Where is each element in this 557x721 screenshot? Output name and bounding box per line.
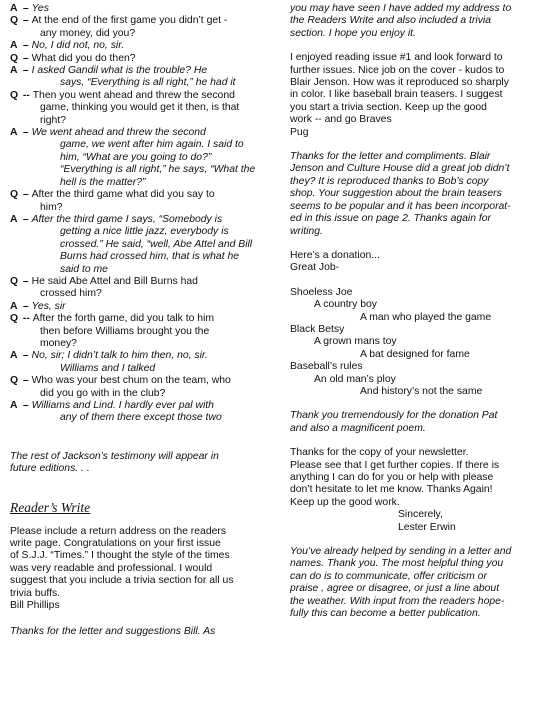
transcript-line [26,412,278,424]
reply-line: fully this can become a better publication. [290,608,481,620]
transcript-line [26,264,278,276]
editor-reply-pug [290,151,552,238]
reply-line: names. Thank you. The most helpful thing you [290,558,504,570]
answer-entry [10,127,278,189]
transcript-line [26,288,278,300]
speaker-letter: A [10,213,18,225]
separator-dash: – [20,275,32,287]
letter-line: don’t hesitate to let me know. Thanks Again! [290,484,493,496]
transcript-text: He said Abe Attel and Bill Burns had [31,275,198,287]
transcript-line [26,28,278,40]
donation-line: Here’s a donation... [290,249,380,261]
transcript-line [26,251,278,263]
transcript-line [20,40,278,52]
question-entry [10,90,278,127]
transcript-text: I asked Gandil what is the trouble? He [31,65,208,77]
transcript-text: then before Williams brought you the [40,325,210,337]
continuation-note [10,451,278,476]
transcript-line [26,177,278,189]
speaker-letter: Q [10,89,19,101]
transcript-text: any of them there except those two [60,412,222,424]
transcript-line [26,326,278,338]
transcript-line [20,375,278,387]
answer-entry [10,301,278,313]
transcript-text: him? [40,201,63,213]
transcript-text: At the end of the first game you didn’t get - [31,15,228,27]
transcript-text: Yes, sir [31,300,66,312]
transcript-text: Who was your best chum on the team, who [31,375,231,387]
transcript-line [26,338,278,350]
transcript-text: No, sir; I didn’t talk to him then, no, sir. [31,350,208,362]
transcript-text: him, “What are you going to do?” [60,151,212,163]
letter-line: Blair Jenson. How was it reproduced so sharply [290,77,509,89]
reply-line: the Readers Write and also included a trivia [290,15,491,27]
speaker-letter: A [10,3,18,14]
reply-line: Thanks for the letter and suggestions Bill. As [10,626,216,638]
transcript-line [26,239,278,251]
question-entry [10,375,278,400]
poem-line: A man who played the game [360,311,492,323]
speaker-letter: A [10,350,18,362]
answer-entry [10,214,278,276]
readers-write-heading: Reader’s Write [10,499,91,515]
question-entry [10,53,278,65]
donation-intro [290,250,552,275]
speaker-letter: A [10,300,18,312]
transcript-text: After the third game I says, “Somebody is [31,213,223,225]
transcript-text: What did you do then? [31,52,136,64]
transcript-line [26,77,278,89]
transcript-text: Yes [31,3,49,14]
transcript-line [20,313,278,325]
question-entry [10,15,278,40]
transcript-line [26,164,278,176]
transcript-text: game, we went after him again. I said to [60,139,244,151]
transcript-line [26,102,278,114]
reply-line: seems to be popular and it has been incorporat- [290,200,511,212]
separator-dash: – [20,52,32,64]
letter-line: I enjoyed reading issue #1 and look forward to [290,52,503,64]
poem-line: And history’s not the same [360,385,483,397]
poem-line: An old man’s ploy [314,373,396,385]
transcript-text: game, thinking you would get it then, is that [40,102,240,114]
reply-line: you may have seen I have added my address to [290,3,512,14]
transcript-line [20,3,278,15]
transcript-text: money? [40,337,77,349]
transcript-line [26,363,278,375]
poem-line: A country boy [314,299,377,311]
reply-line: Thank you tremendously for the donation Pat [290,410,498,422]
reply-line: they? It is reproduced thanks to Bob’s copy [290,175,489,187]
letter-line: Bill Phillips [10,600,60,612]
separator-dash: -- [20,89,33,101]
question-entry [10,276,278,301]
transcript-line [20,350,278,362]
signature-line: Lester Erwin [398,521,456,533]
question-entry [10,189,278,214]
question-entry [10,313,278,350]
transcript-line [26,139,278,151]
transcript-text: says, “Everything is all right,” he had it [60,77,236,89]
editor-reply-lester [290,546,552,620]
separator-dash: – [20,350,32,362]
editor-reply-bill [10,626,278,638]
reply-line: ed in this issue on page 2. Thanks again for [290,213,492,225]
transcript-text: After the forth game, did you talk to him [32,313,215,325]
transcript-line [20,213,278,226]
separator-dash: – [20,213,32,225]
reply-line: shop. Your suggestion about the brain teasers [290,188,502,200]
separator-dash: -- [20,313,33,325]
transcript-line [26,115,278,127]
transcript-line [26,152,278,164]
signature-line: Sincerely, [398,509,443,521]
transcript-line [20,275,278,288]
separator-dash: – [20,375,32,387]
note-line: future editions. . . [10,463,90,475]
reply-line: and also a magnificent poem. [290,422,426,434]
letter-bill-phillips [10,526,278,613]
transcript-text: Williams and Lind. I hardly ever pal with [31,400,214,411]
transcript-line [20,400,278,412]
letter-line: you start a trivia section. Keep up the good [290,101,487,113]
transcript-line [20,65,278,77]
speaker-letter: Q [10,52,19,64]
separator-dash: – [20,300,32,312]
poem-line: A grown mans toy [314,336,397,348]
reply-line: writing. [290,225,323,237]
reply-line: section. I hope you enjoy it. [290,27,416,39]
transcript-line [26,388,278,400]
poem-line: Black Betsy [290,323,345,335]
poem-line: Shoeless Joe [290,286,353,298]
signature-lester-erwin [290,509,552,534]
right-column [290,3,552,620]
speaker-letter: Q [10,15,19,27]
transcript-line [26,226,278,238]
letter-line: Keep up the good work. [290,496,400,508]
letter-line: was very readable and professional. I would [10,562,213,574]
poem [290,287,552,399]
answer-entry [10,40,278,52]
separator-dash: – [20,189,32,201]
transcript-line [20,189,278,201]
speaker-letter: Q [10,275,19,287]
separator-dash: – [20,15,32,27]
separator-dash: – [20,40,32,52]
poem-line: Baseball’s rules [290,361,363,373]
letter-line: trivia buffs. [10,587,61,599]
editor-reply-pat [290,410,552,435]
transcript-text: hell is the matter?” [60,176,146,188]
letter-lester-erwin [290,447,552,509]
note-line: The rest of Jackson’s testimony will appear in [10,450,219,462]
transcript-text: Williams and I talked [60,362,156,374]
letter-line: write page. Congratulations on your first issue [10,538,221,550]
transcript-text: No, I did not, no, sir. [31,40,125,52]
transcript-text: Then you went ahead and threw the second [32,89,235,101]
donation-line: Great Job- [290,262,340,274]
letter-line: in color. I like baseball brain teasers. I suggest [290,89,503,101]
reply-line: Thanks for the letter and compliments. Blair [290,151,491,163]
answer-entry [10,350,278,375]
letter-pug [290,52,552,139]
speaker-letter: Q [10,375,19,387]
letter-line: Please see that I get further copies. If there is [290,459,500,471]
separator-dash: – [20,127,32,139]
transcript-text: We went ahead and threw the second [31,127,206,139]
transcript-line [20,89,278,102]
answer-entry [10,3,278,15]
transcript-text: Burns had crossed him, that is what he [60,251,240,263]
answer-entry [10,65,278,90]
left-column [10,3,278,639]
reply-line: praise , agree or disagree, or just a line about [290,583,500,595]
reply-line: can do is to communicate, offer criticism or [290,570,487,582]
transcript-text: crossed him? [40,288,102,300]
letter-line: Please include a return address on the readers [10,525,227,537]
transcript-line [20,15,278,27]
transcript-text: right? [40,114,66,126]
transcript-text: any money, did you? [40,27,136,39]
letter-line: Pug [290,126,309,138]
answer-entry [10,400,278,425]
speaker-letter: A [10,40,18,52]
letter-line: work -- and go Braves [290,114,392,126]
speaker-letter: Q [10,189,19,201]
separator-dash: – [20,400,32,411]
letter-line: of S.J.J. “Times.” I thought the style of the times [10,550,230,562]
transcript-text: getting a nice little jazz, everybody is [60,226,229,238]
letter-line: anything I can do for you or help with please [290,472,494,483]
transcript-text: “Everything is all right,” he says, “What the [60,164,256,176]
speaker-letter: A [10,400,18,411]
poem-line: A bat designed for fame [360,348,470,360]
transcript-line [26,202,278,214]
transcript-line [20,127,278,139]
reply-line: the weather. With input from the readers hope- [290,595,505,607]
testimony-transcript [10,3,278,425]
editor-reply-bill-continued [290,3,552,40]
reply-line: You’ve already helped by sending in a letter and [290,546,512,558]
separator-dash: – [20,3,32,14]
transcript-line [20,300,278,313]
letter-line: further issues. Nice job on the cover - kudos to [290,64,505,76]
transcript-text: said to me [60,263,108,275]
transcript-line [20,52,278,65]
separator-dash: – [20,65,32,77]
speaker-letter: A [10,127,18,139]
speaker-letter: A [10,65,18,77]
letter-line: Thanks for the copy of your newsletter. [290,447,469,459]
reply-line: Jenson and Culture House did a great job didn’t [290,163,510,175]
transcript-text: did you go with in the club? [40,387,166,399]
letter-line: suggest that you include a trivia section for all us [10,575,234,587]
transcript-text: After the third game what did you say to [31,189,215,201]
transcript-text: crossed.” He said, “well, Abe Attel and Bill [60,238,253,250]
speaker-letter: Q [10,313,19,325]
